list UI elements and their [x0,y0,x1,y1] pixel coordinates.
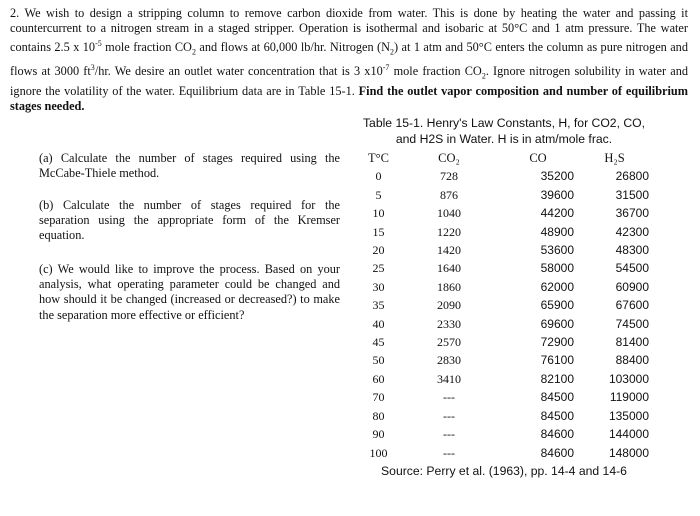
cell-co2: 1860 [437,279,461,294]
cell-co: 82100 [540,371,574,386]
problem-number: 2. [10,6,20,20]
problem-text: mole fraction CO [389,64,482,79]
data-table [357,149,651,462]
cell-h2s: 88400 [615,353,649,368]
cell-temp: 10 [372,206,385,221]
table-caption [357,115,651,147]
cell-co2: --- [443,427,455,442]
part-a: (a) Calculate the number of stages required using the McCabe-Thiele method. [39,151,340,181]
cell-temp: 80 [372,408,385,423]
header-co: CO [529,151,547,165]
cell-h2s: 148000 [608,445,649,460]
header-temp: T°C [368,151,389,165]
subscript: 2 [390,47,395,57]
cell-co: 53600 [540,243,574,258]
cell-h2s: 60900 [615,279,649,294]
table-row [357,388,651,406]
cell-co2: 3410 [437,371,461,386]
table-row [357,370,651,388]
henry-table [357,115,651,479]
part-b: (b) Calculate the number of stages required for the separation using the appropriate form of the Kremser equation. [39,198,340,243]
cell-co2: 1640 [437,261,461,276]
table-row [357,167,651,185]
cell-temp: 0 [375,169,382,184]
part-c: (c) We would like to improve the process. Based on your analysis, what operating parameter could be changed and how should it be changed (increased or decreased?) to make the separation more effective or efficient? [39,262,340,322]
cell-h2s: 54500 [615,261,649,276]
cell-co2: 728 [440,169,458,184]
cell-temp: 30 [372,279,385,294]
subscript: 2 [191,47,196,57]
cell-co: 72900 [540,335,574,350]
cell-temp: 100 [369,445,388,460]
table-row [357,444,651,462]
table-row [357,425,651,443]
problem-text: We wish to design a stripping column to remove carbon dioxide from water. This is done by heating the water and passing it countercurrent to a nitrogen stream in a staged stripper. Operation is isothermal and isobaric at 50°C and 1 atm pressure. The water contains 2.5 x 10 [10,6,689,55]
cell-temp: 35 [372,298,385,313]
table-header-row [357,149,651,167]
cell-co: 39600 [540,187,574,202]
problem-text: . Ignore nitrogen solubility in water and ignore the volatility of the water. Equilibrium data are in Table 15-1. [10,64,689,98]
table-source: Source: Perry et al. (1963), pp. 14-4 and 14-6 [381,463,627,478]
caption-line: and H2S in Water. H is in atm/mole frac. [395,132,613,146]
cell-co2: 1420 [437,243,461,258]
table-row [357,259,651,277]
table-row [357,241,651,259]
table-row [357,315,651,333]
cell-h2s: 74500 [615,316,649,331]
problem-text: and flows at 60,000 lb/hr. Nitrogen (N [195,40,391,55]
header-h2s: H₂S [604,151,625,165]
cell-h2s: 67600 [615,298,649,313]
cell-co2: --- [443,445,455,460]
cell-h2s: 42300 [615,224,649,239]
cell-co: 44200 [540,206,574,221]
superscript: -5 [95,39,102,49]
cell-temp: 45 [372,335,385,350]
cell-co2: 1040 [437,206,461,221]
table-row [357,186,651,204]
table-row [357,296,651,314]
cell-temp: 50 [372,353,385,368]
header-co2: CO₂ [438,151,460,165]
cell-co: 65900 [540,298,574,313]
cell-co2: 2090 [437,298,461,313]
problem-text: /hr. We desire an outlet water concentration that is 3 x10 [94,64,383,79]
cell-co2: 2330 [437,316,461,331]
cell-h2s: 135000 [608,408,649,423]
cell-co2: 876 [440,187,458,202]
cell-temp: 90 [372,427,385,442]
cell-temp: 20 [372,243,385,258]
cell-h2s: 103000 [608,371,649,386]
table-row [357,223,651,241]
cell-h2s: 36700 [615,206,649,221]
table-row [357,278,651,296]
problem-text: ) at 1 atm and 50°C enters the column as pure nitrogen and flows at 3000 ft [10,40,688,79]
cell-temp: 40 [372,316,385,331]
cell-h2s: 119000 [609,390,649,405]
table-row [357,333,651,351]
superscript: -7 [382,63,390,73]
cell-temp: 25 [372,261,385,276]
cell-co2: 1220 [437,224,461,239]
cell-h2s: 48300 [615,243,649,258]
cell-co2: 2570 [437,335,461,350]
table-row [357,407,651,425]
cell-co: 69600 [540,316,574,331]
cell-h2s: 31500 [615,187,649,202]
superscript: 3 [90,63,95,73]
cell-co2: --- [443,390,455,405]
cell-temp: 60 [372,371,385,386]
problem-text: mole fraction CO [101,40,192,55]
subscript: 2 [481,71,486,81]
cell-co: 84500 [540,408,574,423]
cell-co: 76100 [540,353,574,368]
caption-line: Table 15-1. Henry's Law Constants, H, for CO2, CO, [362,116,646,130]
cell-co: 58000 [540,261,574,276]
problem-question: Find the outlet vapor composition and number of equilibrium stages needed. [10,83,688,114]
cell-co2: 2830 [437,353,461,368]
cell-h2s: 26800 [615,169,649,184]
cell-temp: 70 [372,390,385,405]
cell-co: 35200 [540,169,574,184]
cell-temp: 5 [375,187,382,202]
problem-statement [10,6,688,114]
cell-co2: --- [443,408,455,423]
cell-temp: 15 [372,224,385,239]
cell-co: 62000 [540,279,574,294]
table-row [357,204,651,222]
cell-co: 84500 [540,390,574,405]
table-row [357,351,651,369]
cell-co: 48900 [540,224,574,239]
cell-co: 84600 [540,427,574,442]
cell-co: 84600 [540,445,574,460]
cell-h2s: 144000 [608,427,649,442]
cell-h2s: 81400 [615,335,649,350]
